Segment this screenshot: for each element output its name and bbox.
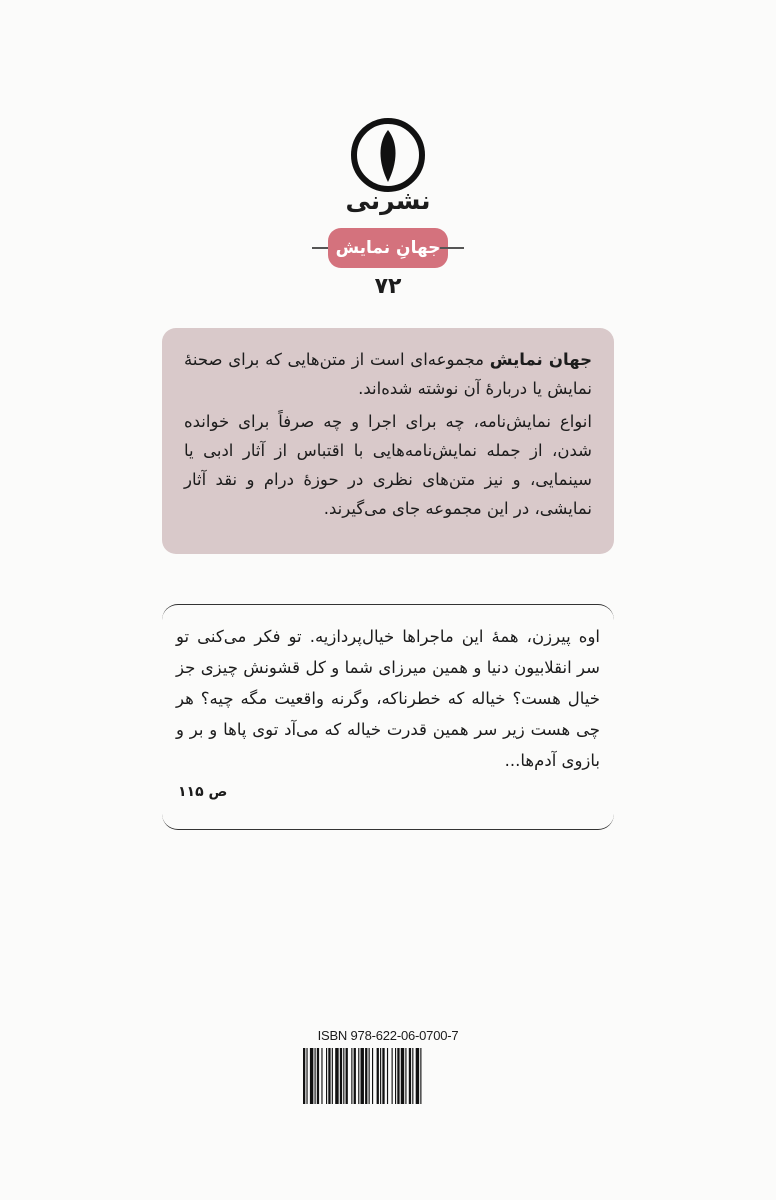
description-lead: جهان نمایش bbox=[489, 350, 592, 369]
barcode-bar bbox=[365, 1048, 367, 1104]
barcode-bar bbox=[372, 1048, 373, 1104]
barcode-bar bbox=[392, 1048, 393, 1104]
description-paragraph-2: انواع نمایش‌نامه، چه برای اجرا و چه صرفاً برای خوانده شدن، از جمله نمایش‌نامه‌هایی با اقتباس از آثار ادبی یا سینمایی، و نیز متن‌های نظری در حوزهٔ درام و نقد آثار نمایشی، در این مجموعه جای می‌گیرند. bbox=[184, 412, 592, 518]
barcode-bar bbox=[397, 1048, 399, 1104]
barcode-bar bbox=[369, 1048, 370, 1104]
barcode-bar bbox=[328, 1048, 330, 1104]
barcode-bar bbox=[306, 1048, 307, 1104]
barcode-icon bbox=[303, 1048, 473, 1104]
barcode-bar bbox=[326, 1048, 327, 1104]
description-p1-rest: مجموعه‌ای است از متن‌هایی که برای صحنهٔ نمایش یا دربارهٔ آن نوشته شده‌اند. bbox=[184, 350, 592, 398]
quote-page-ref: ص ۱۱۵ bbox=[178, 784, 228, 800]
barcode-bar bbox=[409, 1048, 411, 1104]
isbn-label: ISBN 978-622-06-0700-7 bbox=[317, 1028, 459, 1043]
barcode-bar bbox=[317, 1048, 319, 1104]
publisher-logo-icon bbox=[347, 114, 429, 196]
barcode-bar bbox=[416, 1048, 419, 1104]
barcode-bar bbox=[351, 1048, 352, 1104]
barcode-bar bbox=[343, 1048, 344, 1104]
series-number: ۷۲ bbox=[374, 274, 402, 299]
barcode-bar bbox=[315, 1048, 316, 1104]
barcode-bar bbox=[420, 1048, 421, 1104]
barcode-bar bbox=[405, 1048, 406, 1104]
series-description bbox=[162, 328, 614, 554]
barcode-bar bbox=[340, 1048, 342, 1104]
excerpt-quote bbox=[162, 604, 614, 830]
description-paragraph-1 bbox=[184, 345, 592, 403]
barcode-bar bbox=[412, 1048, 413, 1104]
series-divider-right bbox=[440, 247, 464, 249]
barcode-bar bbox=[361, 1048, 364, 1104]
barcode-bar bbox=[346, 1048, 348, 1104]
barcode-bar bbox=[321, 1048, 322, 1104]
series-name: جهانِ نمایش bbox=[328, 228, 448, 268]
barcode-bar bbox=[332, 1048, 333, 1104]
barcode-bar bbox=[401, 1048, 404, 1104]
series-badge bbox=[312, 228, 464, 268]
quote-text: اوه پیرزن، همهٔ این ماجراها خیال‌پردازیه. تو فکر می‌کنی تو سر انقلابیون دنیا و همین میرزای شما و کل قشونش چیزی جز خیال هست؟ خیاله که خطرناکه، وگرنه واقعیت مگه چیه؟ هر چی هست زیر سر همین قدرت خیاله که می‌آد توی پاها و بر و بازوی آدم‌ها... bbox=[176, 627, 600, 770]
barcode-bar bbox=[354, 1048, 356, 1104]
barcode-bar bbox=[310, 1048, 313, 1104]
barcode-bar bbox=[387, 1048, 388, 1104]
barcode-bar bbox=[395, 1048, 396, 1104]
barcode-bar bbox=[377, 1048, 379, 1104]
barcode-bar bbox=[358, 1048, 359, 1104]
barcode-bar bbox=[382, 1048, 384, 1104]
barcode-bar bbox=[303, 1048, 305, 1104]
publisher-name: نشرنی bbox=[345, 186, 431, 215]
barcode-bar bbox=[335, 1048, 338, 1104]
barcode-bar bbox=[380, 1048, 381, 1104]
